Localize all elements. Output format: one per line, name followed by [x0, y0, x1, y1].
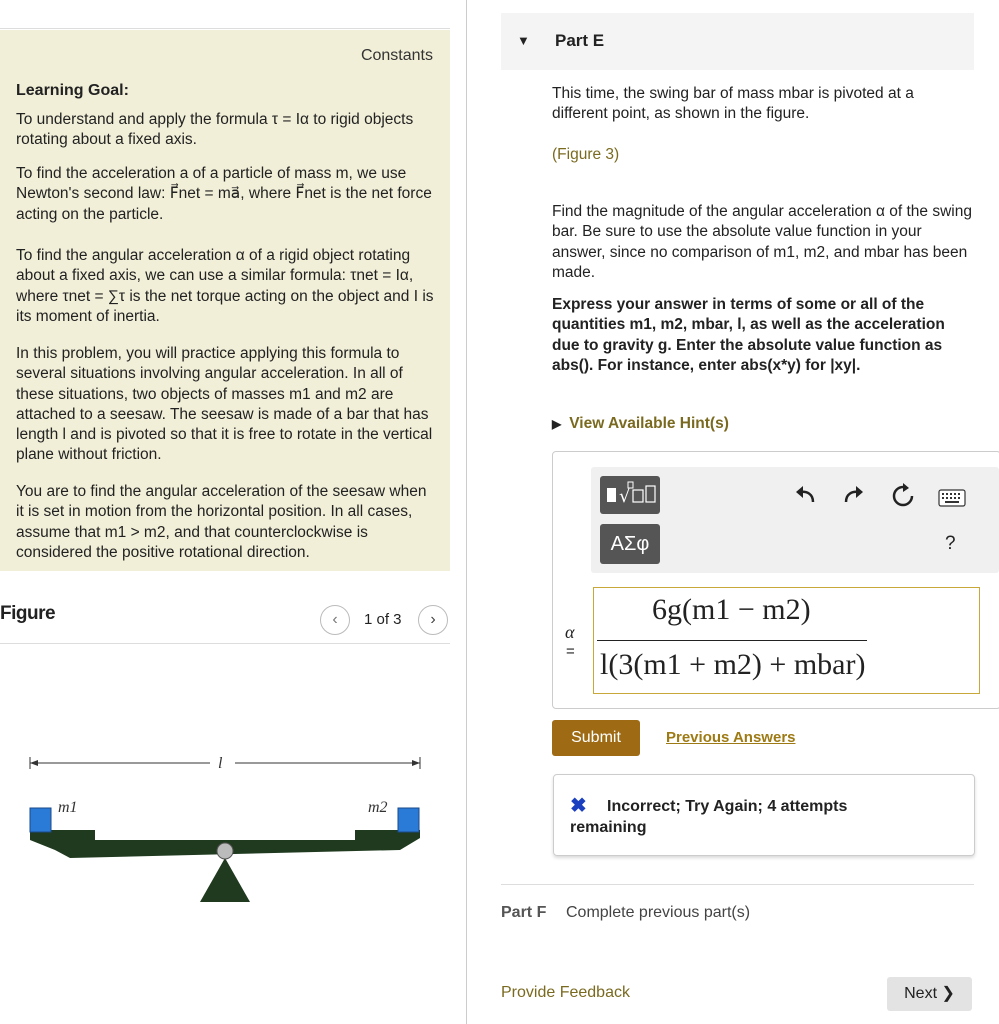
dimension-arrow-right: [412, 760, 420, 766]
part-f-rule: [501, 884, 974, 885]
next-figure-button[interactable]: ›: [418, 605, 448, 635]
part-f-status: Complete previous part(s): [566, 904, 751, 921]
part-e-question: [552, 202, 972, 283]
intro-text: This time, the swing bar of mass mbar is pivoted at a different point, as shown in the figure.: [552, 85, 914, 123]
greek-symbols-button[interactable]: ΑΣφ: [600, 524, 660, 564]
figure-counter: 1 of 3: [364, 611, 402, 628]
panel-divider: [466, 0, 467, 1024]
templates-icon: [600, 476, 660, 514]
dimension-arrow-left: [30, 760, 38, 766]
goal-paragraph-1: [16, 110, 436, 151]
fulcrum: [200, 858, 250, 902]
part-e-label[interactable]: Part E: [555, 31, 605, 50]
goal-paragraph-4: [16, 344, 436, 466]
mass1-label: m1: [58, 799, 78, 816]
goal-paragraph-5: [16, 482, 436, 563]
previous-answers-link[interactable]: Previous Answers: [666, 729, 796, 746]
answer-numerator[interactable]: 6g(m1 − m2): [652, 593, 811, 626]
part-e-instructions: [552, 295, 972, 376]
learning-goal-panel: [0, 30, 450, 571]
top-rule: [0, 28, 450, 29]
feedback-text: Incorrect; Try Again; 4 attempts remaining: [570, 798, 848, 836]
learning-goal-title: Learning Goal:: [16, 82, 129, 99]
mass2-label: m2: [368, 799, 388, 816]
p3-text: To find the angular acceleration α of a rigid object rotating about a fixed axis, we can use a similar formula: τnet = Iα, where τnet = ∑τ is the net torque acting on the object and I is its moment of inertia.: [16, 247, 434, 325]
goal-paragraph-3: [16, 246, 436, 327]
instructions-text: Express your answer in terms of some or all of the quantities m1, m2, mbar, l, as well as the acceleration due to gravity g. Enter the absolute value function as abs(). For instance, enter abs(x*y) for |xy|.: [552, 296, 945, 374]
answer-denominator[interactable]: l(3(m1 + m2) + mbar): [600, 648, 866, 681]
pivot-point: [217, 843, 233, 859]
collapse-caret-icon[interactable]: ▼: [517, 33, 530, 48]
templates-button[interactable]: [600, 476, 660, 514]
seesaw-figure: [0, 740, 450, 910]
svg-text:√: √: [619, 486, 631, 507]
provide-feedback-link[interactable]: Provide Feedback: [501, 984, 630, 1001]
mass2-block: [398, 808, 419, 832]
help-button[interactable]: ?: [945, 533, 956, 554]
incorrect-x-icon: ✖: [570, 795, 587, 817]
goal-paragraph-2: [16, 164, 436, 225]
submit-button[interactable]: Submit: [552, 720, 640, 756]
length-label: l: [218, 755, 223, 772]
figure-3-link[interactable]: (Figure 3): [552, 146, 620, 163]
figure-label: Figure: [0, 603, 56, 624]
fraction-bar: [597, 640, 867, 641]
p5-text: You are to find the angular acceleration of the seesaw when it is set in motion from the horizontal position. In all cases, assume that m1 > m2, and that counterclockwise is considered the positive rotational direction.: [16, 483, 427, 561]
hint-caret-icon: ▶: [552, 417, 562, 431]
equals-sign: =: [566, 643, 575, 660]
p4-text: In this problem, you will practice applying this formula to several situations involving angular acceleration. In all of these situations, two objects of masses m1 and m2 are attached to a seesaw. The seesaw is made of a bar that has length l and is pivoted so that it is free to rotate in the vertical plane without friction.: [16, 345, 433, 464]
p1-text: To understand and apply the formula τ = Iα to rigid objects rotating about a fixed axis.: [16, 111, 414, 149]
redo-icon[interactable]: [840, 482, 866, 508]
part-e-intro: [552, 84, 952, 125]
constants-link[interactable]: Constants: [360, 47, 433, 64]
part-f-label: Part F: [501, 904, 547, 921]
next-button[interactable]: Next ❯: [887, 977, 972, 1011]
previous-figure-button[interactable]: ‹: [320, 605, 350, 635]
figure-rule: [0, 643, 450, 644]
p2-text: To find the acceleration a of a particle of mass m, we use Newton's second law: F⃗net = ma⃗, where F⃗net is the net force acting on the particle.: [16, 165, 432, 223]
hint-label: View Available Hint(s): [569, 415, 729, 432]
keyboard-icon[interactable]: [938, 489, 966, 507]
view-hints-toggle[interactable]: [552, 415, 729, 433]
question-text: Find the magnitude of the angular acceleration α of the swing bar. Be sure to use the absolute value function in your answer, since no comparison of m1, m2, and mbar has been made.: [552, 203, 972, 281]
mass1-block: [30, 808, 51, 832]
reset-icon[interactable]: [889, 482, 917, 510]
undo-icon[interactable]: [793, 482, 819, 508]
answer-variable-label: α: [565, 622, 575, 642]
